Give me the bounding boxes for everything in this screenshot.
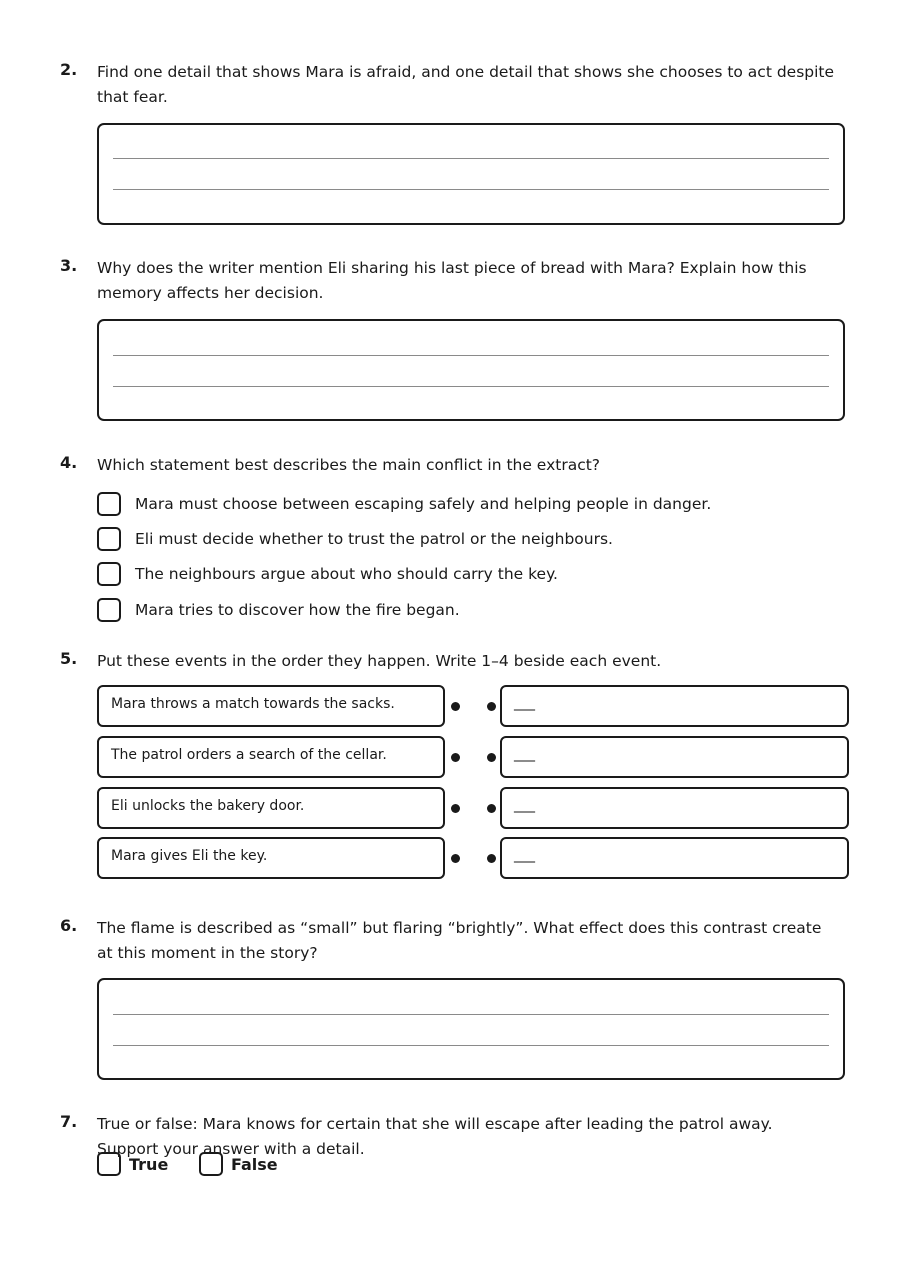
event-row	[97, 837, 849, 879]
option-label: The neighbours argue about who should carry the key.	[135, 565, 558, 583]
event-box: The patrol orders a search of the cellar.	[97, 736, 445, 778]
event-row	[97, 685, 849, 727]
connector-dot[interactable]	[487, 854, 496, 863]
event-row	[97, 736, 849, 778]
order-input[interactable]: ___	[500, 685, 849, 727]
true-option[interactable]	[97, 1150, 168, 1178]
question-6	[60, 916, 850, 966]
question-2	[60, 60, 850, 110]
connector-dot[interactable]	[487, 702, 496, 711]
connector-dot[interactable]	[451, 854, 460, 863]
question-number: 6.	[60, 916, 78, 935]
answer-box[interactable]	[97, 319, 845, 421]
connector-dot[interactable]	[451, 804, 460, 813]
false-option[interactable]	[199, 1150, 278, 1178]
option-label: Mara must choose between escaping safely and helping people in danger.	[135, 495, 712, 513]
question-4	[60, 453, 850, 619]
option-2[interactable]	[97, 525, 613, 553]
checkbox[interactable]	[97, 492, 121, 516]
answer-line	[113, 1014, 829, 1015]
question-number: 5.	[60, 649, 78, 668]
order-input[interactable]: ___	[500, 837, 849, 879]
question-text: Find one detail that shows Mara is afraid, and one detail that shows she chooses to act despite that fear.	[97, 63, 835, 106]
question-number: 3.	[60, 256, 78, 275]
question-text: Put these events in the order they happen. Write 1–4 beside each event.	[97, 652, 662, 670]
option-label: Mara tries to discover how the fire began.	[135, 601, 460, 619]
true-checkbox[interactable]	[97, 1152, 121, 1176]
true-label: True	[129, 1154, 169, 1174]
answer-box[interactable]	[97, 978, 845, 1080]
question-text: True or false: Mara knows for certain that she will escape after leading the patrol away. Support your answer with a detail.	[97, 1115, 773, 1158]
connector-dot[interactable]	[451, 753, 460, 762]
connector-dot[interactable]	[487, 753, 496, 762]
question-text: Which statement best describes the main conflict in the extract?	[97, 456, 601, 474]
question-3	[60, 256, 850, 306]
question-number: 4.	[60, 453, 78, 472]
event-row	[97, 787, 849, 829]
answer-line	[113, 189, 829, 190]
event-box: Eli unlocks the bakery door.	[97, 787, 445, 829]
order-input[interactable]: ___	[500, 736, 849, 778]
false-checkbox[interactable]	[199, 1152, 223, 1176]
answer-line	[113, 355, 829, 356]
question-text: The flame is described as “small” but flaring “brightly”. What effect does this contrast create at this moment in the story?	[97, 919, 822, 962]
question-5	[60, 649, 850, 864]
checkbox[interactable]	[97, 598, 121, 622]
answer-line	[113, 1045, 829, 1046]
answer-line	[113, 158, 829, 159]
order-input[interactable]: ___	[500, 787, 849, 829]
checkbox[interactable]	[97, 562, 121, 586]
event-box: Mara throws a match towards the sacks.	[97, 685, 445, 727]
connector-dot[interactable]	[487, 804, 496, 813]
answer-box[interactable]	[97, 123, 845, 225]
connector-dot[interactable]	[451, 702, 460, 711]
question-7	[60, 1112, 850, 1162]
option-4[interactable]	[97, 596, 460, 624]
event-box: Mara gives Eli the key.	[97, 837, 445, 879]
question-number: 7.	[60, 1112, 78, 1131]
question-text: Why does the writer mention Eli sharing his last piece of bread with Mara? Explain how this memory affects her decision.	[97, 259, 807, 302]
checkbox[interactable]	[97, 527, 121, 551]
option-label: Eli must decide whether to trust the patrol or the neighbours.	[135, 530, 613, 548]
false-label: False	[231, 1154, 278, 1174]
question-number: 2.	[60, 60, 78, 79]
option-1[interactable]	[97, 490, 711, 518]
option-3[interactable]	[97, 560, 558, 588]
answer-line	[113, 386, 829, 387]
